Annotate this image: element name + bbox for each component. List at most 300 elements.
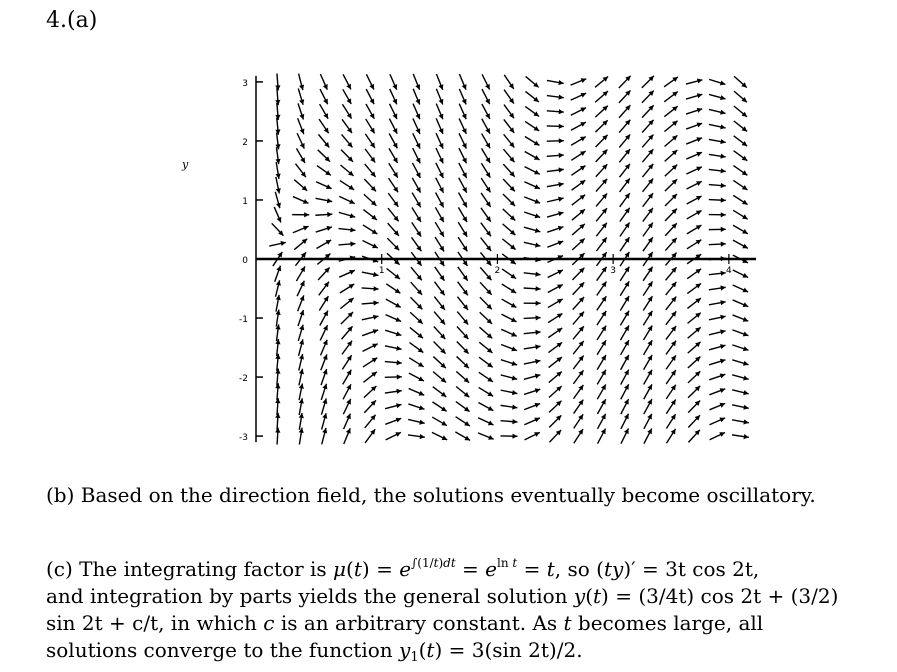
direction-arrow [275,73,280,90]
direction-arrow [413,118,420,133]
direction-arrow [709,374,725,380]
direction-arrow [276,295,281,312]
direction-arrow [643,179,654,192]
direction-arrow [686,152,702,159]
direction-arrow [385,330,401,336]
direction-arrow [436,104,443,120]
direction-arrow [315,212,332,217]
direction-arrow [478,403,493,411]
direction-arrow [547,241,563,248]
direction-arrow [547,182,564,187]
direction-arrow [365,134,375,148]
direction-arrow [340,165,353,176]
direction-arrow [525,136,539,145]
direction-arrow [362,272,379,277]
direction-arrow [643,311,652,325]
direction-arrow [687,298,700,308]
part-c-text-4: and integration by parts yields the general solution [46,584,568,608]
direction-arrow [316,198,333,203]
direction-arrow [526,76,539,87]
direction-arrow [389,119,397,134]
direction-arrow [342,119,352,133]
direction-arrow [458,267,468,281]
direction-arrow [666,385,676,399]
direction-arrow [548,270,563,278]
direction-arrow [365,149,375,163]
direction-arrow [620,208,630,222]
direction-arrow [501,344,517,351]
direction-arrow [408,419,425,424]
direction-arrow [571,137,586,146]
direction-arrow [644,429,652,444]
direction-arrow [321,354,328,370]
direction-arrow [709,285,726,290]
direction-arrow [525,106,539,116]
direction-arrow [547,95,564,100]
direction-arrow [687,240,701,249]
direction-arrow [432,432,447,440]
direction-arrow [321,384,327,400]
direction-arrow [502,284,516,293]
direction-arrow [574,429,583,443]
direction-arrow [275,369,280,386]
direction-arrow [411,267,422,280]
direction-arrow [435,207,443,222]
direction-arrow [456,371,469,382]
direction-arrow [549,386,562,397]
direction-arrow [385,346,402,351]
t-tick-label: 4 [725,266,732,276]
direction-arrow [459,148,467,163]
direction-arrow [524,388,540,394]
direction-arrow [390,104,398,119]
direction-arrow [478,433,494,440]
direction-arrow [504,90,514,104]
direction-arrow [321,369,327,385]
direction-arrow [293,226,309,233]
direction-arrow [275,383,280,400]
direction-arrow [275,398,280,415]
direction-arrow [364,194,377,205]
direction-arrow [732,345,748,351]
direction-arrow [732,360,748,366]
direction-arrow [665,179,677,191]
problem-heading: 4.(a) [46,8,98,33]
direction-arrow [390,74,397,90]
direction-arrow [547,80,564,85]
direction-arrow [687,283,701,293]
y-tick-label: -2 [239,374,248,385]
direction-arrow [478,418,493,425]
direction-arrow [619,149,630,162]
direction-arrow [341,326,352,339]
direction-arrow [299,383,304,400]
direction-arrow [688,327,701,338]
direction-arrow [503,209,515,221]
part-c-answer: (c) The integrating factor is $\mu(t) = e^{\int(1/t)dt} = e^{ln t} = t$, so (ty)′ = 3t cos 2t, and integration by parts yields the general solution y(t) = (3/4t) cos 2t + (3/2) sin 2t + c/t, in which c is an arbitrary constant. As t becomes large, all solutions converge to the function $y_1(t) = 3(\sin$ 2t)/2. [46,556,839,665]
direction-arrow [412,178,420,193]
direction-arrow [298,118,305,134]
direction-arrow [299,339,305,355]
direction-arrow [642,149,653,162]
direction-arrow [275,132,280,149]
direction-arrow [710,432,725,440]
direction-arrow [296,164,306,177]
direction-arrow [574,400,584,414]
direction-arrow [686,79,702,85]
direction-arrow [524,301,541,306]
direction-arrow [386,299,401,307]
direction-arrow [276,177,281,194]
direction-arrow [343,89,351,104]
direction-arrow [524,315,541,320]
direction-arrow [340,284,354,293]
direction-arrow [365,429,375,443]
direction-arrow [436,163,444,178]
part-c-text-6: sin 2t + c/t, in which [46,611,257,635]
direction-arrow [709,94,725,100]
direction-arrow [366,89,374,104]
direction-arrow [408,434,425,439]
direction-arrow [319,296,328,310]
direction-arrow [619,164,630,177]
direction-arrow [620,222,630,236]
direction-arrow [276,310,281,327]
direction-arrow [596,179,607,192]
direction-arrow [320,104,329,119]
direction-arrow [502,239,515,250]
direction-arrow [596,135,608,147]
direction-arrow [409,373,424,381]
direction-arrow [276,147,281,164]
direction-arrow [339,212,355,218]
direction-arrow [275,413,280,430]
direction-arrow [733,210,748,219]
direction-arrow [597,282,607,296]
direction-arrow [504,119,514,132]
direction-arrow [458,237,467,251]
direction-arrow [619,134,630,147]
direction-arrow [504,105,514,119]
direction-arrow [413,74,420,90]
direction-arrow [320,89,328,104]
direction-arrow [688,386,700,398]
direction-arrow [298,310,304,326]
direction-arrow [710,418,726,425]
direction-arrow [620,281,629,295]
part-c-text-8: becomes large, all [577,611,764,635]
direction-arrow [524,359,541,364]
direction-arrow [595,91,608,102]
direction-arrow [434,327,445,340]
direction-arrow [573,326,584,339]
direction-arrow [709,359,725,365]
direction-arrow [687,211,702,219]
direction-arrow [435,282,445,296]
direction-arrow [321,398,327,414]
direction-arrow [433,372,446,383]
direction-arrow [340,181,354,190]
part-c-text-10: = 3(sin 2t)/2. [448,638,583,662]
direction-arrow [644,384,652,399]
direction-arrow [299,428,304,445]
direction-arrow [572,209,585,220]
direction-arrow [524,197,540,204]
direction-arrow [297,133,304,148]
direction-arrow [457,312,468,325]
direction-arrow [275,324,280,341]
direction-arrow [412,163,420,178]
direction-arrow [294,180,307,191]
direction-arrow [733,195,747,204]
direction-arrow [709,154,726,159]
direction-arrow [298,325,304,341]
direction-arrow [666,429,675,443]
direction-arrow [734,121,747,132]
direction-arrow [709,168,726,173]
direction-arrow [387,238,399,250]
direction-arrow [389,178,399,192]
direction-arrow [412,222,421,236]
direction-arrow [571,93,587,100]
direction-arrow [643,237,653,251]
direction-arrow [385,315,401,322]
direction-arrow [733,270,748,278]
direction-arrow [732,330,748,337]
direction-arrow [436,148,443,163]
direction-arrow [597,326,606,340]
direction-arrow [687,225,702,234]
direction-arrow [620,296,629,311]
direction-arrow [410,312,423,324]
direction-arrow [479,327,492,338]
direction-arrow [410,327,423,338]
direction-arrow [298,295,305,311]
direction-arrow [572,268,584,280]
direction-arrow [666,355,676,369]
direction-arrow [598,414,606,429]
direction-arrow [666,311,676,324]
direction-arrow [432,417,447,426]
direction-arrow [319,282,329,296]
direction-arrow [390,89,397,104]
direction-arrow [275,192,281,208]
direction-arrow [524,242,541,247]
direction-arrow [482,89,490,104]
direction-arrow [366,104,374,119]
direction-arrow [386,284,400,293]
direction-arrow [734,91,747,102]
direction-arrow [709,109,726,114]
direction-arrow [457,341,469,353]
direction-arrow [434,297,445,310]
direction-arrow [548,328,562,338]
direction-arrow [733,315,749,322]
direction-arrow [733,225,748,234]
direction-arrow [572,180,586,190]
direction-arrow [501,390,518,395]
direction-arrow [621,355,629,370]
direction-arrow [479,342,492,353]
direction-arrow [524,344,541,349]
direction-arrow [386,432,401,440]
direction-arrow [457,297,468,310]
direction-arrow [436,133,443,148]
direction-arrow [573,312,584,325]
direction-arrow [525,121,539,130]
direction-arrow [709,242,726,247]
direction-arrow [664,92,678,102]
direction-arrow [709,183,726,188]
direction-arrow [481,193,491,207]
direction-arrow [503,164,514,177]
direction-arrow [363,372,376,383]
direction-arrow [459,118,466,133]
part-c-text-3: = 3t cos 2t, [642,557,760,581]
direction-arrow [666,267,677,280]
direction-arrow [709,227,726,232]
direction-arrow [297,281,305,296]
direction-arrow [732,434,749,439]
direction-arrow [572,224,585,235]
direction-arrow [366,74,374,89]
direction-arrow [292,212,309,217]
direction-arrow [459,104,466,120]
direction-arrow [389,163,398,177]
direction-arrow [363,210,376,220]
direction-arrow [573,297,584,310]
direction-arrow [502,299,517,307]
direction-arrow [298,103,304,119]
direction-arrow [436,192,444,207]
direction-arrow [504,134,515,147]
direction-arrow [666,341,676,355]
direction-arrow [597,355,606,370]
direction-arrow [644,340,653,355]
direction-arrow [665,223,677,236]
direction-arrow [548,284,563,292]
direction-arrow [413,104,420,120]
direction-arrow [709,271,726,276]
direction-arrow [687,269,701,279]
direction-arrow [480,282,492,294]
direction-arrow [480,312,492,324]
direction-arrow [643,208,653,222]
direction-arrow [643,267,652,281]
direction-arrow [524,212,540,218]
direction-arrow [644,399,652,414]
direction-arrow [436,74,443,90]
direction-arrow [457,356,469,368]
direction-arrow [362,300,379,305]
direction-arrow [733,240,748,248]
direction-arrow [620,311,629,326]
direction-arrow [501,360,517,366]
direction-arrow [339,227,356,232]
direction-arrow [362,286,379,291]
direction-arrow [339,196,354,203]
direction-arrow [459,89,466,105]
direction-arrow [547,124,564,129]
direction-arrow [389,133,397,148]
direction-arrow [481,238,491,251]
direction-arrow [411,282,422,295]
direction-arrow [666,326,676,340]
y-tick-label: 1 [242,196,248,207]
direction-arrow [459,178,467,193]
direction-arrow [501,314,516,322]
direction-arrow [620,193,630,207]
direction-arrow [385,418,401,425]
direction-arrow [482,74,490,89]
direction-arrow [549,372,562,383]
direction-arrow [666,282,677,295]
direction-arrow [299,413,304,430]
direction-arrow [686,93,702,99]
direction-arrow [644,414,652,429]
direction-arrow [479,357,493,367]
direction-arrow [734,76,747,87]
direction-arrow [687,196,702,204]
direction-arrow [524,286,541,291]
direction-arrow [456,402,470,412]
direction-arrow [482,134,490,149]
direction-arrow [410,297,422,309]
direction-arrow [709,124,726,129]
direction-arrow [364,400,376,412]
direction-arrow [458,282,468,296]
direction-arrow [665,135,678,146]
direction-arrow [274,207,281,223]
direction-arrow [413,148,421,163]
direction-arrow [410,343,424,353]
direction-arrow [734,106,747,117]
direction-arrow [433,387,447,397]
direction-arrow [436,89,443,105]
direction-arrow [502,269,516,279]
part-b-label: (b) [46,483,75,507]
direction-arrow [319,119,329,133]
direction-arrow [572,195,585,206]
direction-arrow [688,401,700,413]
direction-arrow [571,78,587,85]
direction-arrow [573,341,584,354]
direction-arrow [732,405,749,410]
y-tick-label: 0 [242,256,248,266]
direction-arrow [643,296,652,310]
direction-arrow [481,178,490,192]
direction-arrow [709,212,726,217]
direction-arrow [642,76,654,88]
direction-arrow [388,208,399,221]
direction-arrow [459,193,467,208]
direction-arrow [343,384,351,399]
direction-arrow [688,342,701,353]
direction-arrow [322,413,328,429]
direction-arrow [321,340,328,356]
direction-arrow [664,106,677,117]
direction-arrow [733,300,749,307]
part-c-label: (c) [46,557,73,581]
direction-arrow [595,120,607,132]
direction-arrow [642,120,653,133]
direction-arrow [363,344,378,352]
t-tick-label: 1 [378,266,385,276]
direction-arrow [479,372,493,381]
part-c-text-2: , so [554,557,590,581]
direction-arrow [709,403,725,410]
direction-arrow [709,198,726,203]
